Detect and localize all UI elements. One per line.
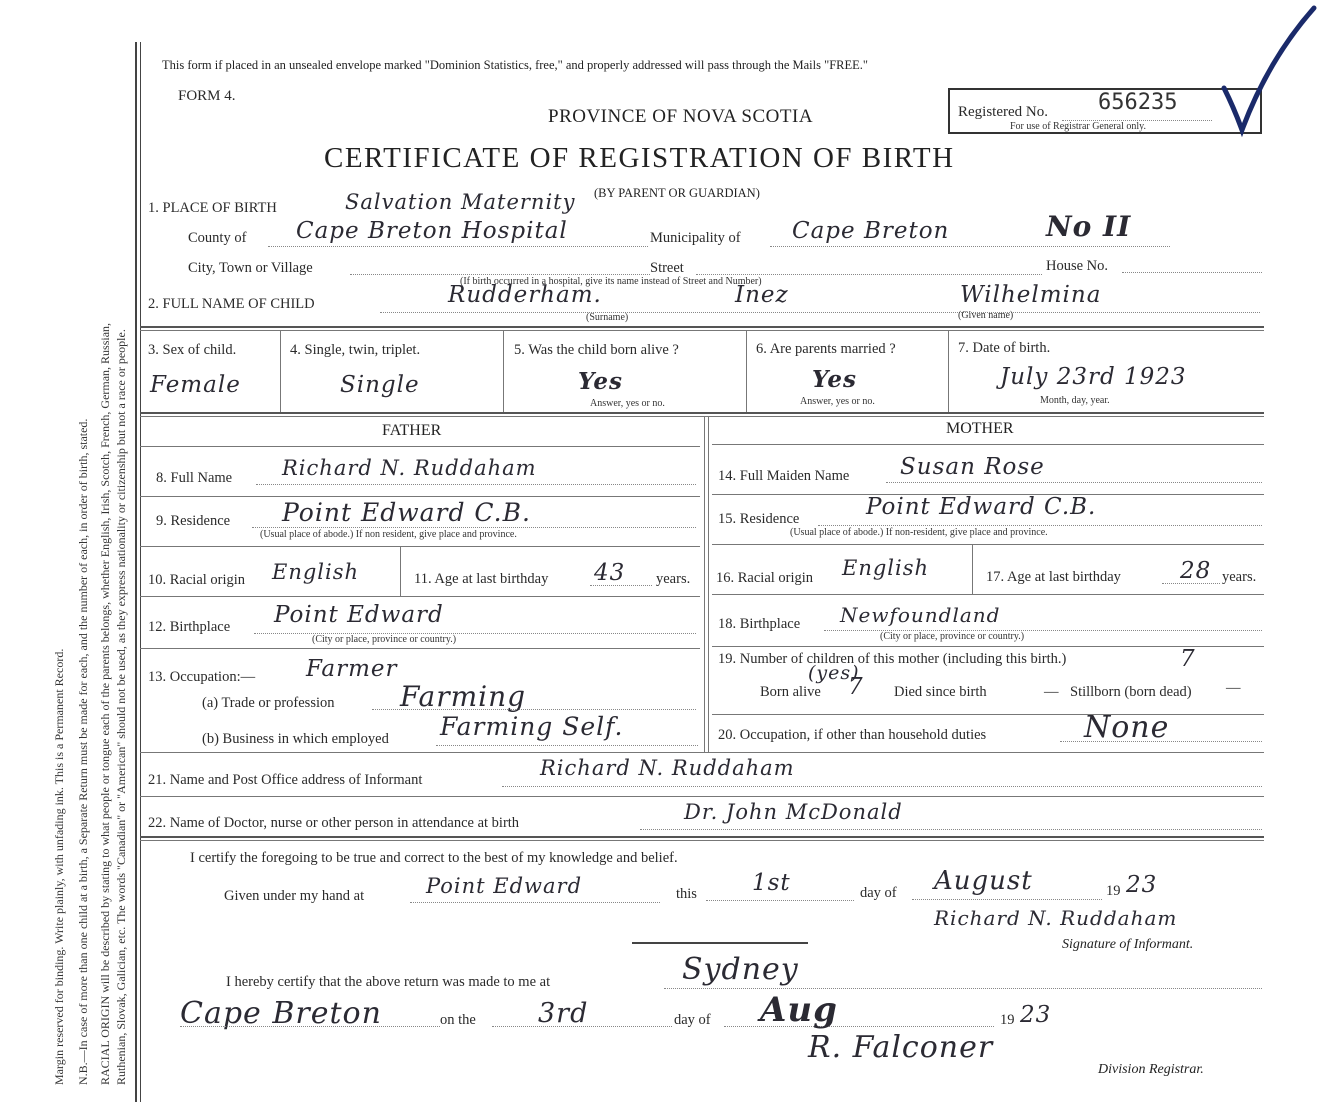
stillborn-value: — <box>1226 680 1241 696</box>
registrar-place-1: Sydney <box>682 952 799 987</box>
mother-heading: MOTHER <box>946 420 1014 437</box>
married-note: Answer, yes or no. <box>800 396 875 407</box>
born-alive-value: Yes <box>578 368 624 395</box>
this-label: this <box>676 886 697 902</box>
registrar-year-value: 23 <box>1020 1002 1052 1028</box>
informant-label: 21. Name and Post Office address of Informant <box>148 772 423 788</box>
county-label: County of <box>188 230 247 246</box>
check-mark-icon <box>1218 0 1318 140</box>
children-count-label: 19. Number of children of this mother (including this birth.) <box>718 651 1067 667</box>
registrar-on-value: 3rd <box>538 998 589 1029</box>
page-title: CERTIFICATE OF REGISTRATION OF BIRTH <box>324 142 955 174</box>
father-birthplace-note: (City or place, province or country.) <box>312 634 457 645</box>
mother-race-value: English <box>842 556 930 580</box>
father-business-label: (b) Business in which employed <box>202 731 389 747</box>
mother-occupation-value: None <box>1084 710 1170 745</box>
father-residence-value: Point Edward C.B. <box>282 498 531 527</box>
certify-text: I certify the foregoing to be true and correct to the best of my knowledge and belief. <box>190 850 678 866</box>
born-alive-count-value: 7 <box>848 674 864 700</box>
mail-notice: This form if placed in an unsealed envelope marked "Dominion Statistics, free," and properly addressed will pass through the Mails "FREE." <box>162 58 869 72</box>
given-place: Point Edward <box>426 874 583 898</box>
father-name-value: Richard N. Ruddaham <box>282 456 537 480</box>
father-age-years: years. <box>656 571 691 587</box>
registrar-on-label: on the <box>440 1012 476 1028</box>
father-age-value: 43 <box>594 560 626 586</box>
mother-age-label: 17. Age at last birthday <box>986 569 1121 585</box>
mother-residence-value: Point Edward C.B. <box>866 494 1097 520</box>
informant-signature-label: Signature of Informant. <box>1062 937 1194 952</box>
margin-note-3: RACIAL ORIGIN will be described by stating to what people or tongue each of the parents belongs, whether English, Irish, Scotch, French, German, Russian, <box>98 322 112 1085</box>
house-number-label: House No. <box>1046 258 1109 274</box>
children-count-value: 7 <box>1180 646 1196 672</box>
margin-rule <box>135 42 137 1102</box>
registrar-year-prefix: 19 <box>1000 1012 1015 1028</box>
birth-date-value: July 23rd 1923 <box>1000 364 1187 390</box>
birth-date-label: 7. Date of birth. <box>958 340 1051 356</box>
surname-note: (Surname) <box>586 312 629 323</box>
mother-residence-label: 15. Residence <box>718 511 800 527</box>
mother-age-years: years. <box>1222 569 1257 585</box>
father-business-value: Farming Self. <box>440 712 624 741</box>
informant-value: Richard N. Ruddaham <box>540 756 795 780</box>
mother-occupation-label: 20. Occupation, if other than household duties <box>718 727 987 743</box>
place-of-birth-label: 1. PLACE OF BIRTH <box>148 200 277 216</box>
registered-box <box>948 88 1262 134</box>
mother-name-label: 14. Full Maiden Name <box>718 468 850 484</box>
hospital-note: (If birth occurred in a hospital, give its name instead of Street and Number) <box>460 276 762 287</box>
given-under-label: Given under my hand at <box>224 888 365 904</box>
child-given-first: Inez <box>735 282 789 308</box>
birth-date-note: Month, day, year. <box>1040 395 1110 406</box>
father-race-label: 10. Racial origin <box>148 572 246 588</box>
margin-note-2: N.B.—In case of more than one child at a birth, a Separate Return must be made for each, and the number of each, in order of birth, stated. <box>76 418 90 1085</box>
day-of-label: day of <box>860 885 897 901</box>
registrar-day-value: Aug <box>760 990 838 1030</box>
father-residence-note: (Usual place of abode.) If non resident, give place and province. <box>260 529 517 540</box>
died-value: — <box>1044 684 1059 700</box>
this-value: 1st <box>752 870 791 896</box>
married-label: 6. Are parents married ? <box>756 341 896 357</box>
stillborn-label: Stillborn (born dead) <box>1070 684 1192 700</box>
registrar-text: I hereby certify that the above return was made to me at <box>226 974 551 990</box>
margin-note-1: Margin reserved for binding. Write plainly, with unfading ink. This is a Permanent Record. <box>52 648 66 1085</box>
by-parent-note: (BY PARENT OR GUARDIAN) <box>594 186 760 200</box>
father-birthplace-value: Point Edward <box>274 602 444 628</box>
registrar-day-label: day of <box>674 1012 711 1028</box>
margin-note-4: Ruthenian, Slovak, Galician, etc. The words "Canadian" or "American" should not be used, as they express nationality or citizenship but not a race or people. <box>114 329 128 1085</box>
registrar-signature: R. Falconer <box>808 1030 994 1065</box>
registered-label: Registered No. <box>958 104 1048 120</box>
doctor-value: Dr. John McDonald <box>684 800 903 824</box>
registrar-note: For use of Registrar General only. <box>1010 121 1146 132</box>
father-birthplace-label: 12. Birthplace <box>148 619 231 635</box>
died-label: Died since birth <box>894 684 987 700</box>
father-occupation-value: Farmer <box>306 656 398 682</box>
father-name-label: 8. Full Name <box>156 470 233 486</box>
margin-rule-inner <box>140 42 141 1102</box>
child-name-label: 2. FULL NAME OF CHILD <box>148 296 315 312</box>
form-number: FORM 4. <box>178 88 236 104</box>
child-given-second: Wilhelmina <box>960 282 1102 308</box>
sex-value: Female <box>150 372 241 398</box>
municipality-label: Municipality of <box>650 230 741 246</box>
mother-race-label: 16. Racial origin <box>716 570 814 586</box>
father-trade-value: Farming <box>400 680 527 713</box>
born-alive-count-label: Born alive <box>760 684 821 700</box>
father-trade-label: (a) Trade or profession <box>202 695 335 711</box>
sex-label: 3. Sex of child. <box>148 342 237 358</box>
city-label: City, Town or Village <box>188 260 313 276</box>
father-heading: FATHER <box>382 422 442 439</box>
married-value: Yes <box>812 366 858 393</box>
born-alive-label: 5. Was the child born alive ? <box>514 342 679 358</box>
father-residence-label: 9. Residence <box>156 513 231 529</box>
registrar-signature-label: Division Registrar. <box>1098 1062 1204 1077</box>
father-occupation-label: 13. Occupation:— <box>148 669 256 685</box>
county-value: Cape Breton Hospital <box>296 218 568 244</box>
child-surname: Rudderham. <box>448 282 602 308</box>
twin-value: Single <box>340 372 420 398</box>
father-age-label: 11. Age at last birthday <box>414 571 549 587</box>
twin-label: 4. Single, twin, triplet. <box>290 342 421 358</box>
mother-age-value: 28 <box>1180 558 1212 584</box>
day-of-value: August <box>934 866 1033 896</box>
registered-number: 656235 <box>1098 90 1178 115</box>
mother-residence-note: (Usual place of abode.) If non-resident, give place and province. <box>790 527 1048 538</box>
municipality-number: No II <box>1046 210 1132 243</box>
registrar-place-2: Cape Breton <box>180 996 382 1031</box>
street-label: Street <box>650 260 684 276</box>
mother-name-value: Susan Rose <box>900 454 1045 480</box>
place-of-birth-value: Salvation Maternity <box>345 190 576 214</box>
doctor-label: 22. Name of Doctor, nurse or other person in attendance at birth <box>148 815 520 831</box>
father-race-value: English <box>272 560 360 584</box>
yes-mark: (yes) <box>808 662 860 684</box>
mother-birthplace-label: 18. Birthplace <box>718 616 801 632</box>
given-name-note: (Given name) <box>958 310 1014 321</box>
mother-birthplace-note: (City or place, province or country.) <box>880 631 1025 642</box>
cert-year-value: 23 <box>1126 872 1158 898</box>
informant-signature: Richard N. Ruddaham <box>934 906 1178 930</box>
mother-birthplace-value: Newfoundland <box>840 603 1001 627</box>
province-heading: PROVINCE OF NOVA SCOTIA <box>548 106 814 127</box>
cert-year-prefix: 19 <box>1106 883 1121 899</box>
born-alive-note: Answer, yes or no. <box>590 398 665 409</box>
municipality-value: Cape Breton <box>792 218 950 244</box>
